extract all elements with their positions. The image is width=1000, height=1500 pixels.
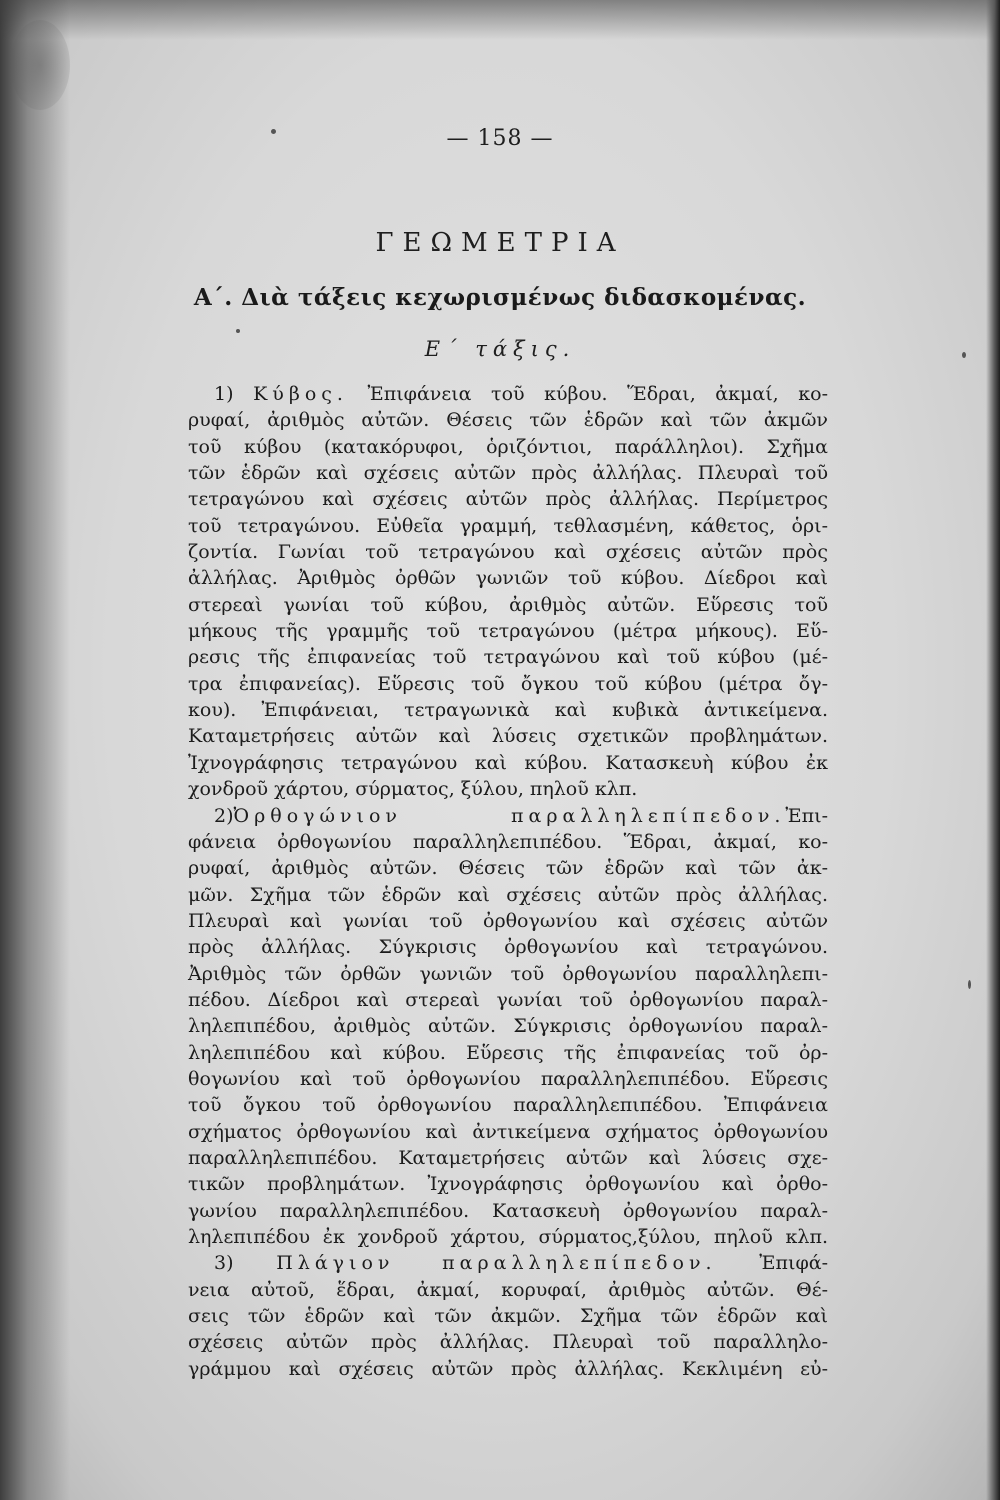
text-line: ρυφαί, ἀριθμὸς αὐτῶν. Θέσεις τῶν ἑδρῶν καὶ τῶν ἀκμῶν [188, 409, 828, 432]
text-line: νεια αὐτοῦ, ἕδραι, ἀκμαί, κορυφαί, ἀριθμὸς αὐτῶν. Θέ- [188, 1278, 828, 1301]
text-line: χονδροῦ χάρτου, σύρματος, ξύλου, πηλοῦ κλπ. [188, 778, 638, 801]
section-heading: Κύβος. [253, 383, 348, 405]
text-line: τικῶν προβλημάτων. Ἰχνογράφησις ὀρθογωνίου καὶ ὀρθο- [188, 1173, 828, 1196]
section-number: 3) [214, 1252, 234, 1275]
text-line: Ἐπι- [785, 804, 828, 827]
text-line: ζοντία. Γωνίαι τοῦ τετραγώνου καὶ σχέσεις αὐτῶν πρὸς [188, 541, 828, 564]
text-line: τοῦ ὄγκου τοῦ ὀρθογωνίου παραλληλεπιπέδου. Ἐπιφάνεια [188, 1094, 828, 1117]
text-line: ληλεπιπέδου καὶ κύβου. Εὕρεσις τῆς ἐπιφανείας τοῦ ὀρ- [188, 1041, 828, 1064]
text-line: φάνεια ὀρθογωνίου παραλληλεπιπέδου. Ἕδραι, ἀκμαί, κο- [188, 830, 828, 853]
class-heading: Ε΄ τάξις. [424, 337, 576, 361]
page-edge [986, 0, 1000, 1500]
paper-stain [10, 20, 70, 110]
text-line: θογωνίου καὶ τοῦ ὀρθογωνίου παραλληλεπιπέδου. Εὕρεσις [188, 1067, 828, 1090]
page-number: — 158 — [446, 126, 554, 151]
text-line: τετραγώνου καὶ σχέσεις αὐτῶν πρὸς ἀλλήλας. Περίμετρος [188, 488, 828, 511]
text-line: πρὸς ἀλλήλας. Σύγκρισις ὀρθογωνίου καὶ τετραγώνου. [188, 936, 828, 959]
page-subtitle: Α΄. Διὰ τάξεις κεχωρισμένως διδασκομένας. [193, 284, 807, 311]
section-first-line [188, 803, 828, 829]
text-line: τῶν ἑδρῶν καὶ σχέσεις αὐτῶν πρὸς ἀλλήλας. Πλευραὶ τοῦ [188, 462, 828, 485]
text-line: μῶν. Σχῆμα τῶν ἑδρῶν καὶ σχέσεις αὐτῶν πρὸς ἀλλήλας. [188, 883, 828, 906]
text-line: σεις τῶν ἑδρῶν καὶ τῶν ἀκμῶν. Σχῆμα τῶν ἑδρῶν καὶ [188, 1305, 828, 1328]
text-line: ληλεπιπέδου, ἀριθμὸς αὐτῶν. Σύγκρισις ὀρθογωνίου παραλ- [188, 1015, 828, 1038]
binding-shadow [0, 0, 70, 1500]
text-line: Ἰχνογράφησις τετραγώνου καὶ κύβου. Κατασκευὴ κύβου ἐκ [188, 751, 828, 774]
text-line: σχέσεις αὐτῶν πρὸς ἀλλήλας. Πλευραὶ τοῦ παραλληλο- [188, 1331, 828, 1354]
ink-speck [968, 980, 971, 989]
text-line: παραλληλεπιπέδου. Καταμετρήσεις αὐτῶν καὶ λύσεις σχε- [188, 1146, 828, 1169]
section-first-line [188, 381, 828, 407]
text-line: γράμμου καὶ σχέσεις αὐτῶν πρὸς ἀλλήλας. Κεκλιμένη εὐ- [188, 1357, 828, 1380]
text-line: ληλεπιπέδου ἐκ χονδροῦ χάρτου, σύρματος,ξύλου, πηλοῦ κλπ. [188, 1226, 828, 1248]
text-line: Καταμετρήσεις αὐτῶν καὶ λύσεις σχετικῶν προβλημάτων. [188, 725, 828, 748]
body-text [188, 381, 828, 1382]
text-line: στερεαὶ γωνίαι τοῦ κύβου, ἀριθμὸς αὐτῶν. Εὕρεσις τοῦ [188, 593, 828, 616]
text-line: ρυφαί, ἀριθμὸς αὐτῶν. Θέσεις τῶν ἑδρῶν καὶ τῶν ἀκ- [188, 857, 828, 880]
text-line: κου). Ἐπιφάνειαι, τετραγωνικὰ καὶ κυβικὰ ἀντικείμενα. [188, 699, 828, 722]
section-number: 1) [214, 383, 234, 405]
text-line: μήκους τῆς γραμμῆς τοῦ τετραγώνου (μέτρα μήκους). Εὕ- [188, 620, 828, 643]
text-line: ρεσις τῆς ἐπιφανείας τοῦ τετραγώνου καὶ τοῦ κύβου (μέ- [188, 646, 828, 669]
text-line: γωνίου παραλληλεπιπέδου. Κατασκευὴ ὀρθογωνίου παραλ- [188, 1199, 828, 1222]
section-first-line [188, 1250, 828, 1276]
top-shadow [0, 0, 1000, 40]
text-line: πέδου. Δίεδροι καὶ στερεαὶ γωνίαι τοῦ ὀρθογωνίου παραλ- [188, 988, 828, 1011]
ink-speck [236, 329, 240, 333]
section-heading: Ὀρθογώνιον παραλληλεπίπεδον. [233, 804, 786, 827]
text-line: Πλευραὶ καὶ γωνίαι τοῦ ὀρθογωνίου καὶ σχέσεις αὐτῶν [188, 909, 828, 932]
text-line: τοῦ τετραγώνου. Εὐθεῖα γραμμή, τεθλασμένη, κάθετος, ὁρι- [188, 514, 828, 537]
text-line: τρα ἐπιφανείας). Εὕρεσις τοῦ ὄγκου τοῦ κύβου (μέτρα ὄγ- [188, 672, 828, 695]
text-line: ἀλλήλας. Ἀριθμὸς ὀρθῶν γωνιῶν τοῦ κύβου. Δίεδροι καὶ [188, 567, 828, 590]
section-heading: Πλάγιον παραλληλεπίπεδον. [276, 1252, 717, 1275]
text-line: τοῦ κύβου (κατακόρυφοι, ὁριζόντιοι, παράλληλοι). Σχῆμα [188, 435, 828, 458]
text-line: Ἀριθμὸς τῶν ὀρθῶν γωνιῶν τοῦ ὀρθογωνίου παραλληλεπι- [188, 962, 828, 985]
section-number: 2) [214, 804, 234, 827]
text-line: Ἐπιφά- [716, 1252, 828, 1275]
text-line: Ἐπιφάνεια τοῦ κύβου. Ἕδραι, ἀκμαί, κο- [347, 383, 828, 405]
page-title: ΓΕΩΜΕΤΡΙΑ [375, 228, 625, 258]
text-line: σχήματος ὀρθογωνίου καὶ ἀντικείμενα σχήματος ὀρθογωνίου [188, 1120, 828, 1143]
